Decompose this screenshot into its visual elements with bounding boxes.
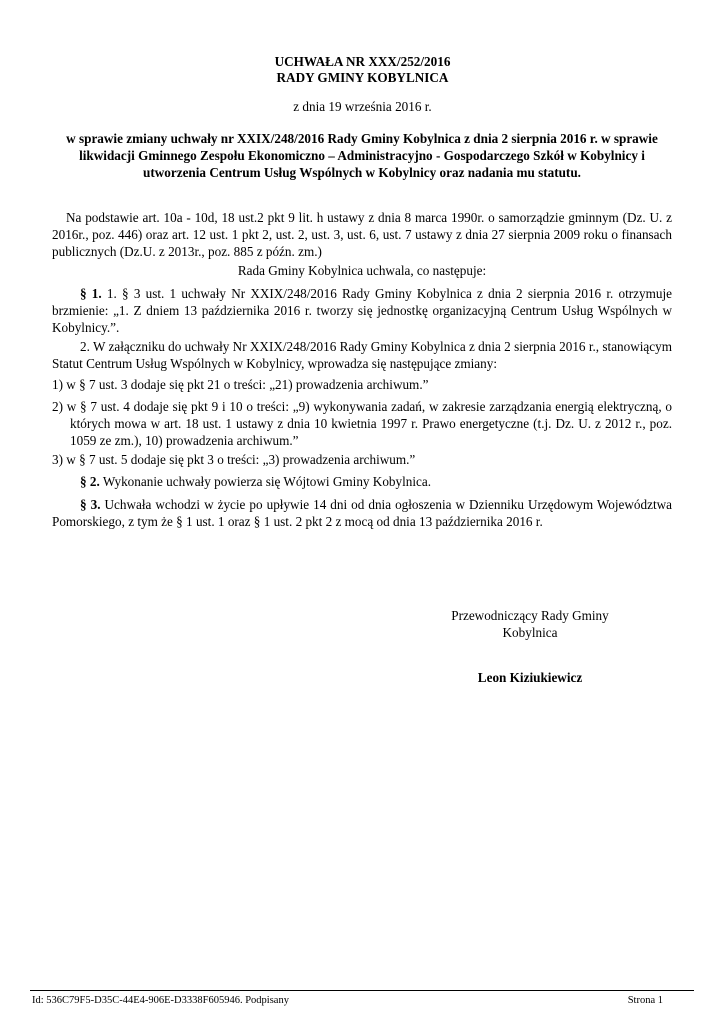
council-name: RADY GMINY KOBYLNICA [276,70,449,85]
section-3-paragraph [52,496,672,530]
resolution-date: z dnia 19 września 2016 r. [293,99,432,114]
footer-divider [30,990,694,991]
section-1-paragraph [52,285,672,336]
resolution-subject: w sprawie zmiany uchwały nr XXIX/248/2016 Rady Gminy Kobylnica z dnia 2 sierpnia 2016 r. w sprawie likwidacji Gminnego Zespołu Ekonomiczno – Administracyjno - Gospodarczego Szkół w Kobylnicy i utworzenia Centrum Usług Wspólnych w Kobylnicy oraz nadania mu statutu. [66,131,658,180]
section-1-text: 1. § 3 ust. 1 uchwały Nr XXIX/248/2016 Rady Gminy Kobylnica z dnia 2 sierpnia 2016 r. otrzymuje brzmienie: „1. Z dniem 13 października 2016 r. tworzy się jednostkę organizacyjną Centrum Usług Wspólnych w Kobylnicy.”. [52,286,673,335]
section-2-text: Wykonanie uchwały powierza się Wójtowi Gminy Kobylnica. [99,474,432,489]
amendment-item-1: 1) w § 7 ust. 3 dodaje się pkt 21 o treści: „21) prowadzenia archiwum.” [52,377,429,392]
resolution-title: UCHWAŁA NR XXX/252/2016 [274,54,451,69]
legal-basis-paragraph: Na podstawie art. 10a - 10d, 18 ust.2 pkt 9 lit. h ustawy z dnia 8 marca 1990r. o samorządzie gminnym (Dz. U. z 2016r., poz. 446) oraz art. 12 ust. 1 pkt 2, ust. 2, ust. 3, ust. 6, ust. 7 ustawy z dnia 27 sierpnia 2009 roku o finansach publicznych (Dz.U. z 2013r., poz. 885 z późn. zm.) [52,210,672,259]
section-3-text: Uchwała wchodzi w życie po upływie 14 dni od dnia ogłoszenia w Dzienniku Urzędowym Województwa Pomorskiego, z tym że § 1 ust. 1 oraz § 1 ust. 2 pkt 2 z mocą od dnia 13 października 2016 r. [52,497,673,529]
section-1-point-2: 2. W załączniku do uchwały Nr XXIX/248/2016 Rady Gminy Kobylnica z dnia 2 sierpnia 2016 r., stanowiącym Statut Centrum Usług Wspólnych w Kobylnicy, wprowadza się następujące zmiany: [52,339,672,371]
amendment-item-3: 3) w § 7 ust. 5 dodaje się pkt 3 o treści: „3) prowadzenia archiwum.” [52,452,416,467]
section-1-mark: § 1. [80,286,102,301]
page-number: Strona 1 [627,995,663,1006]
section-2-mark: § 2. [80,474,100,489]
section-2-paragraph [52,473,672,490]
section-3-mark: § 3. [80,497,101,512]
amendment-item-2: 2) w § 7 ust. 4 dodaje się pkt 9 i 10 o treści: „9) wykonywania zadań, w zakresie zarządzania energią elektryczną, o których mowa w art. 18 ust. 1 ustawy z dnia 10 kwietnia 1997 r. Prawo energetyczne (t.j. Dz. U. z 2012 r., poz. 1059 ze zm.), 10) prowadzenia archiwum.” [52,399,672,448]
signatory-role-place: Kobylnica [502,625,558,640]
resolves-statement: Rada Gminy Kobylnica uchwala, co następuje: [237,263,487,278]
signatory-role: Przewodniczący Rady Gminy [451,608,609,623]
document-id: Id: 536C79F5-D35C-44E4-906E-D3338F605946. Podpisany [32,995,289,1006]
signatory-name: Leon Kiziukiewicz [477,670,583,685]
